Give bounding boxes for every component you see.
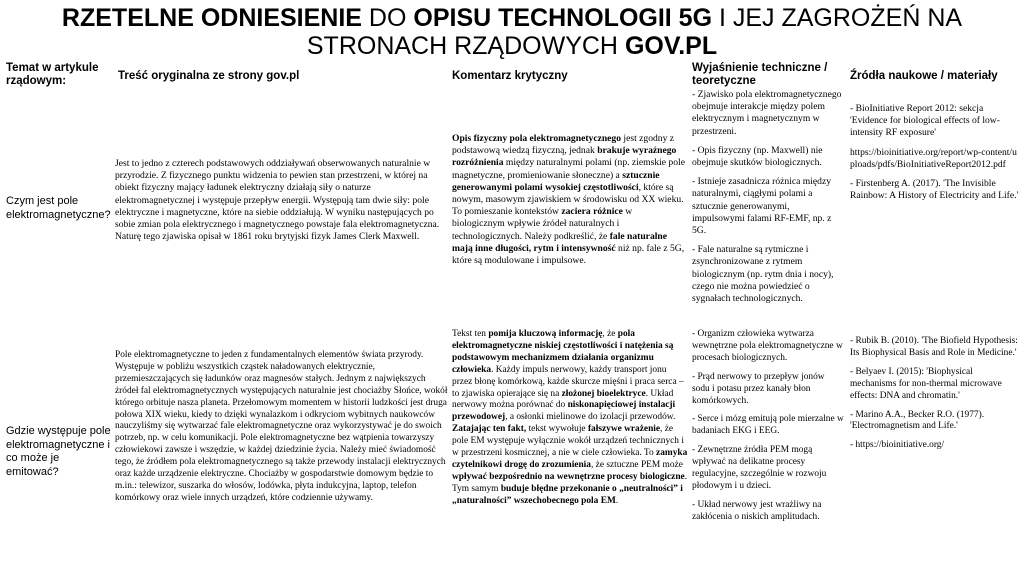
title-part-2: DO <box>361 4 414 32</box>
row1-source-link[interactable]: https://bioinitiative.org/report/wp-content/uploads/pdfs/BioInitiativeReport2012.pdf <box>850 146 1017 170</box>
row2-source-item: - Belyaev I. (2015): 'Biophysical mechanisms for non-thermal microwave effects: DNA and chromatin.' <box>850 366 1002 401</box>
row2-original: Pole elektromagnetyczne to jeden z fundamentalnych elementów świata przyrody. Występuje w pobliżu wszystkich cząstek naładowanych elektrycznie, przemieszczających się ładunków oraz magnesów stałych. Jednym z największych źródeł fal elektromagnetycznych występujących naturalnie jest chociażby Słońce, wokół którego orbituje nasza planeta. Przełomowym momentem w historii ludzkości jest druga połowa XIX wieku, kiedy to dzięki wynalazkom i odkryciom wybitnych naukowców nauczyliśmy się wytwarzać fale elektromagnetyczne oraz wykorzystywać je do swoich potrzeb, np. w celu komunikacji. Pole elektromagnetyczne bez wątpienia towarzyszy człowiekowi zawsze i wszędzie, w każdej dziedzinie życia. Należy mieć świadomość tego, że źródłem pola elektromagnetycznego są także przewody instalacji elektrycznych oraz każde urządzenie elektryczne. Chociażby w gospodarstwie domowym będzie to m.in.: telewizor, suszarka do włosów, lodówka, płyta indukcyjna, laptop, telefon komórkowy oraz wiele innych urządzeń, które codziennie używamy. <box>115 350 448 503</box>
document-title <box>0 4 1024 60</box>
title-part-1: RZETELNE ODNIESIENIE <box>61 4 362 32</box>
header-topic: Temat w artykule rządowym: <box>6 62 99 87</box>
header-sources: Źródła naukowe / materiały <box>850 70 998 82</box>
row1-tech <box>692 89 844 305</box>
row1-tech-item: - Zjawisko pola elektromagnetycznego obejmuje interakcje między polem elektrycznym i magnetycznym w przestrzeni. <box>692 89 842 137</box>
row2-tech <box>692 329 844 524</box>
row1-source-item: - Firstenberg A. (2017). 'The Invisible Rainbow: A History of Electricity and Life.' <box>850 178 1019 202</box>
title-part-3: OPISU TECHNOLOGII 5G <box>413 4 713 32</box>
row1-source-item: - BioInitiative Report 2012: sekcja 'Evidence for biological effects of low-intensity RF exposure' <box>850 103 1000 139</box>
row1-comment: Opis fizyczny pola elektromagnetycznego jest zgodny z podstawową wiedzą fizyczną, jednak brakuje wyraźnego rozróżnienia między naturalnymi polami (np. ziemskie pole magnetyczne, promieniowanie słoneczne) a sztucznie generowanymi polami wysokiej częstotliwości, które są nowym, masowym zjawiskiem w środowisku od XX wieku. To pomieszanie kontekstów zaciera różnice w biologicznym wpływie źródeł naturalnych i technologicznych. Należy podkreślić, że fale naturalne mają inne długości, rytm i intensywność niż np. fale z 5G, które są modulowane i impulsowe. <box>452 133 685 267</box>
row2-tech-item: - Układ nerwowy jest wrażliwy na zakłócenia o niskich amplitudach. <box>692 499 822 522</box>
row2-topic: Gdzie występuje pole elektromagnetyczne i co może je emitować? <box>6 425 111 478</box>
row2-source-item: - Marino A.A., Becker R.O. (1977). 'Electromagnetism and Life.' <box>850 409 985 432</box>
row2-comment: Tekst ten pomija kluczową informację, że pola elektromagnetyczne niskiej częstotliwości i natężenia są podstawowym mechanizmem działania organizmu człowieka. Każdy impuls nerwowy, każdy transport jonu przez błonę komórkową, każde skurcze mięśni i praca serca – to zjawiska opierające się na złożonej bioelektryce. Układ nerwowy można porównać do niskonapięciowej instalacji przewodowej, a osłonki mielinowe do izolacji przewodów. Zatajając ten fakt, tekst wywołuje fałszywe wrażenie, że pole EM występuje wyłącznie wokół urządzeń technicznych i w przestrzeni kosmicznej, a nie w ciele człowieka. To zamyka czytelnikowi drogę do zrozumienia, że sztuczne PEM może wpływać bezpośrednio na wewnętrzne procesy biologiczne. Tym samym buduje błędne przekonanie o „neutralności” i „naturalności” wszechobecnego pola EM. <box>452 329 688 506</box>
title-part-4: I JEJ ZAGROŻEŃ NA STRONACH RZĄDOWYCH <box>306 4 963 60</box>
row2-tech-item: - Organizm człowieka wytwarza wewnętrzne pola elektromagnetyczne w procesach biologicznych. <box>692 329 843 363</box>
header-original: Treść oryginalna ze strony gov.pl <box>118 70 300 82</box>
header-tech: Wyjaśnienie techniczne / teoretyczne <box>692 62 828 87</box>
row1-sources <box>850 103 1020 202</box>
row1-tech-item: - Fale naturalne są rytmiczne i zsynchronizowane z rytmem biologicznym (np. rytm dnia i nocy), czego nie można powiedzieć o sygnałach technologicznych. <box>692 244 834 305</box>
row2-tech-item: - Prąd nerwowy to przepływ jonów sodu i potasu przez kanały błon komórkowych. <box>692 371 825 406</box>
row2-tech-item: - Zewnętrzne źródła PEM mogą wpływać na delikatne procesy regulacyjne, szczególnie w rozwoju płodowym i u dzieci. <box>692 445 827 491</box>
row2-source-link[interactable]: - https://bioinitiative.org/ <box>850 440 945 451</box>
row1-topic: Czym jest pole elektromagnetyczne? <box>6 195 111 221</box>
row2-tech-item: - Serce i mózg emitują pole mierzalne w badaniach EKG i EEG. <box>692 414 844 437</box>
title-part-5: GOV.PL <box>624 32 718 60</box>
row2-sources <box>850 336 1020 452</box>
header-comment: Komentarz krytyczny <box>452 70 568 82</box>
row1-original: Jest to jedno z czterech podstawowych oddziaływań obserwowanych naturalnie w przyrodzie. Z fizycznego punktu widzenia to pewien stan przestrzeni, w której na obiekt fizyczny mający ładunek elektryczny działają siły o naturze elektromagnetycznej i występuje przepływ energii. Występują tam dwie siły: pole elektryczne i magnetyczne, które na siebie oddziałują. W wyniku następujących po sobie zmian pola elektrycznego i magnetycznego powstaje fala elektromagnetyczna. Naturę tego zjawiska opisał w 1861 roku brytyjski fizyk James Clerk Maxwell. <box>115 158 440 243</box>
row1-tech-item: - Opis fizyczny (np. Maxwell) nie obejmuje skutków biologicznych. <box>692 144 823 169</box>
row2-source-item: - Rubik B. (2010). 'The Biofield Hypothesis: Its Biophysical Basis and Role in Medicine.' <box>850 336 1018 358</box>
row1-tech-item: - Istnieje zasadnicza różnica między naturalnymi, ciągłymi polami a sztucznie generowanymi, impulsowymi falami RF-EMF, np. z 5G. <box>692 176 832 237</box>
